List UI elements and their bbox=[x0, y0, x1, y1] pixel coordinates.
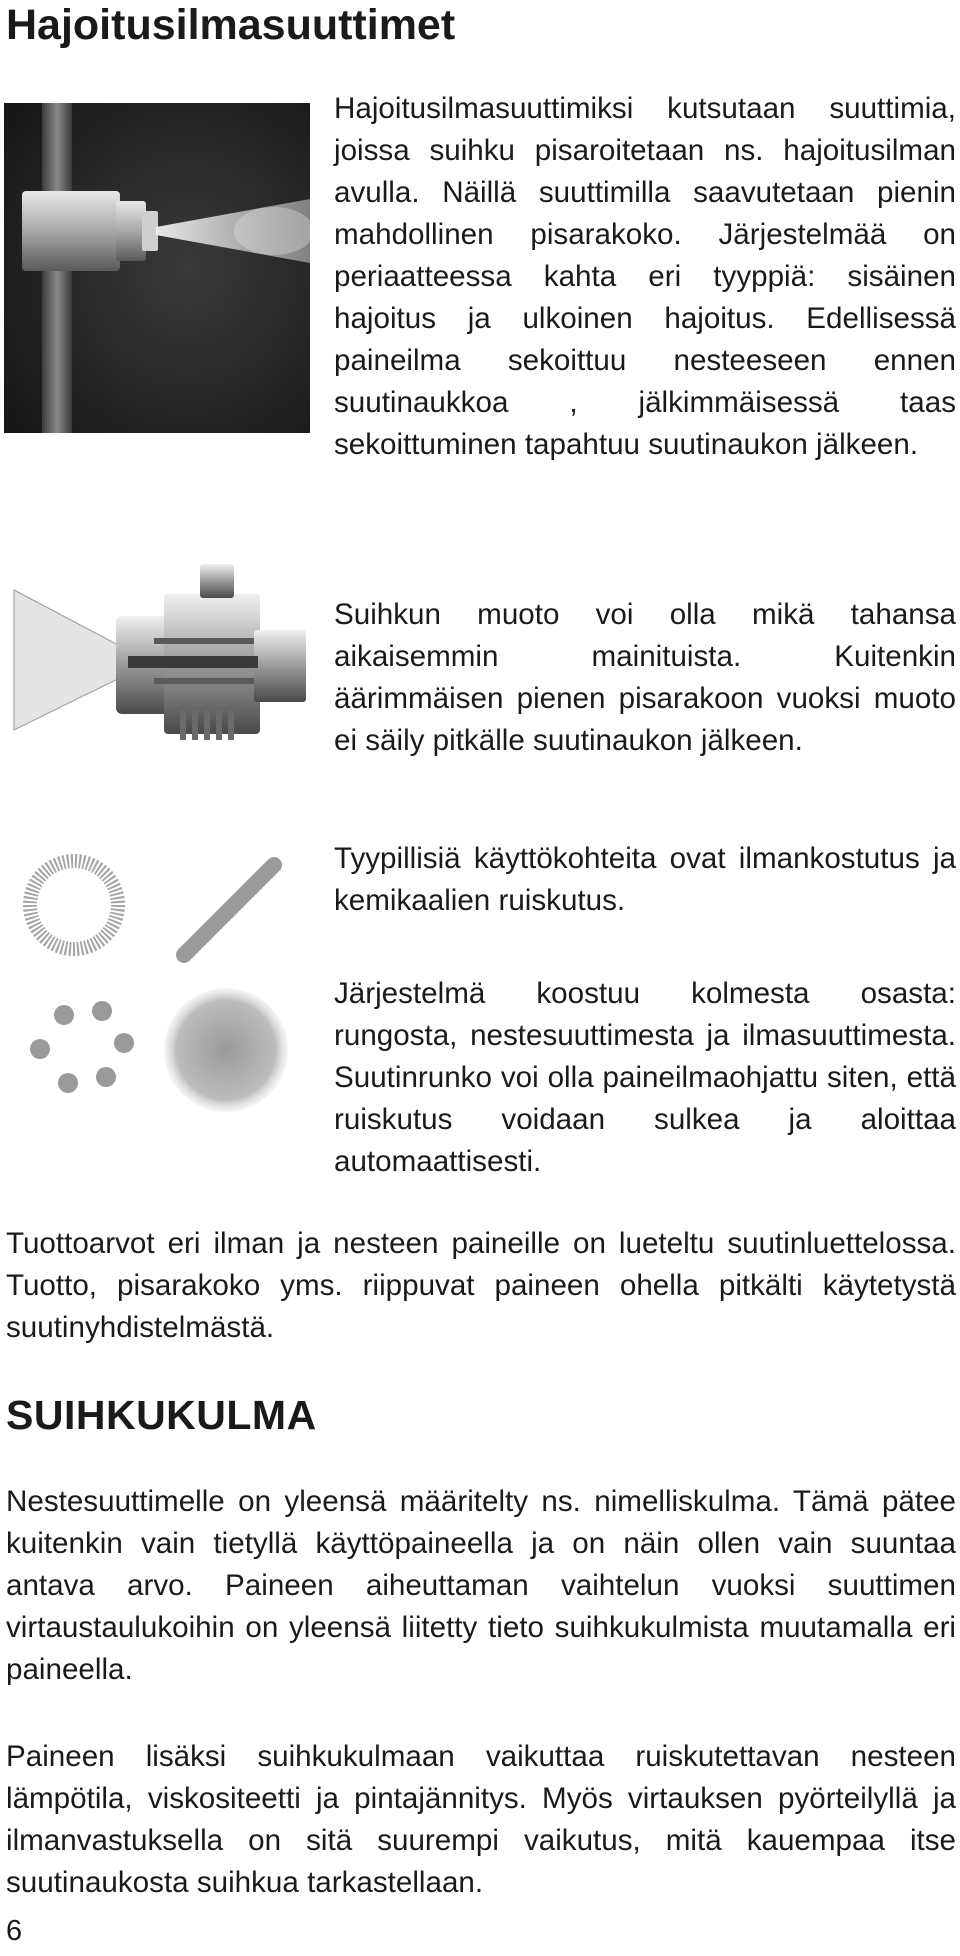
paragraph-text: Tyypillisiä käyttökohteita ovat ilmankostutus ja kemikaalien ruiskutus. bbox=[334, 842, 956, 917]
page-title: Hajoitusilmasuuttimet bbox=[6, 1, 456, 49]
section-heading: SUIHKUKULMA bbox=[6, 1392, 317, 1438]
paragraph-intro bbox=[334, 88, 956, 466]
page-number: 6 bbox=[6, 1915, 23, 1947]
paragraph-text: Hajoitusilmasuuttimiksi kutsutaan suuttimia, joissa suihku pisaroitetaan ns. hajoitusilman avulla. Näillä suuttimilla saavutetaan pienin mahdollinen pisarakoko. Järjestelmää on periaatteessa kahta eri tyyppiä: sisäinen hajoitus ja ulkoinen hajoitus. Edellisessä paineilma sekoittuu nesteeseen ennen suutinaukkoa , jälkimmäisessä taas sekoittuminen tapahtuu suutinaukon jälkeen. bbox=[334, 92, 956, 461]
spray-pattern-shapes bbox=[4, 845, 310, 1145]
nozzle-cutaway-drawing bbox=[4, 560, 310, 770]
paragraph-angle-factors bbox=[6, 1736, 956, 1904]
paragraph-text: Järjestelmä koostuu kolmesta osasta: rungosta, nestesuuttimesta ja ilmasuuttimesta. Suutinrunko voi olla paineilmaohjattu siten, että ruiskutus voidaan sulkea ja aloittaa automaattisesti. bbox=[334, 977, 956, 1178]
paragraph-text: Suihkun muoto voi olla mikä tahansa aikaisemmin mainituista. Kuitenkin äärimmäisen pienen pisarakoon vuoksi muoto ei säily pitkälle suutinaukon jälkeen. bbox=[334, 598, 956, 757]
paragraph-system-parts bbox=[334, 973, 956, 1183]
paragraph-applications bbox=[334, 838, 956, 922]
nozzle-spray-photo bbox=[4, 103, 310, 433]
paragraph-output-values bbox=[6, 1223, 956, 1349]
paragraph-text: Paineen lisäksi suihkukulmaan vaikuttaa ruiskutettavan nesteen lämpötila, viskositeetti ja pintajännitys. Myös virtauksen pyörteilyllä ja ilmanvastuksella on sitä suurempi vaikutus, mitä kauempaa itse suutinaukosta suihkua tarkastellaan. bbox=[6, 1740, 956, 1899]
paragraph-text: Nestesuuttimelle on yleensä määritelty ns. nimelliskulma. Tämä pätee kuitenkin vain tietyllä käyttöpaineella ja on näin ollen vain suuntaa antava arvo. Paineen aiheuttaman vaihtelun vuoksi suuttimen virtaustaulukoihin on yleensä liitetty tieto suihkukulmista muutamalla eri paineella. bbox=[6, 1485, 956, 1686]
paragraph-text: Tuottoarvot eri ilman ja nesteen paineille on lueteltu suutinluettelossa. Tuotto, pisarakoko yms. riippuvat paineen ohella pitkälti käytetystä suutinyhdistelmästä. bbox=[6, 1227, 956, 1344]
paragraph-spray-shape bbox=[334, 594, 956, 762]
paragraph-nominal-angle bbox=[6, 1481, 956, 1691]
